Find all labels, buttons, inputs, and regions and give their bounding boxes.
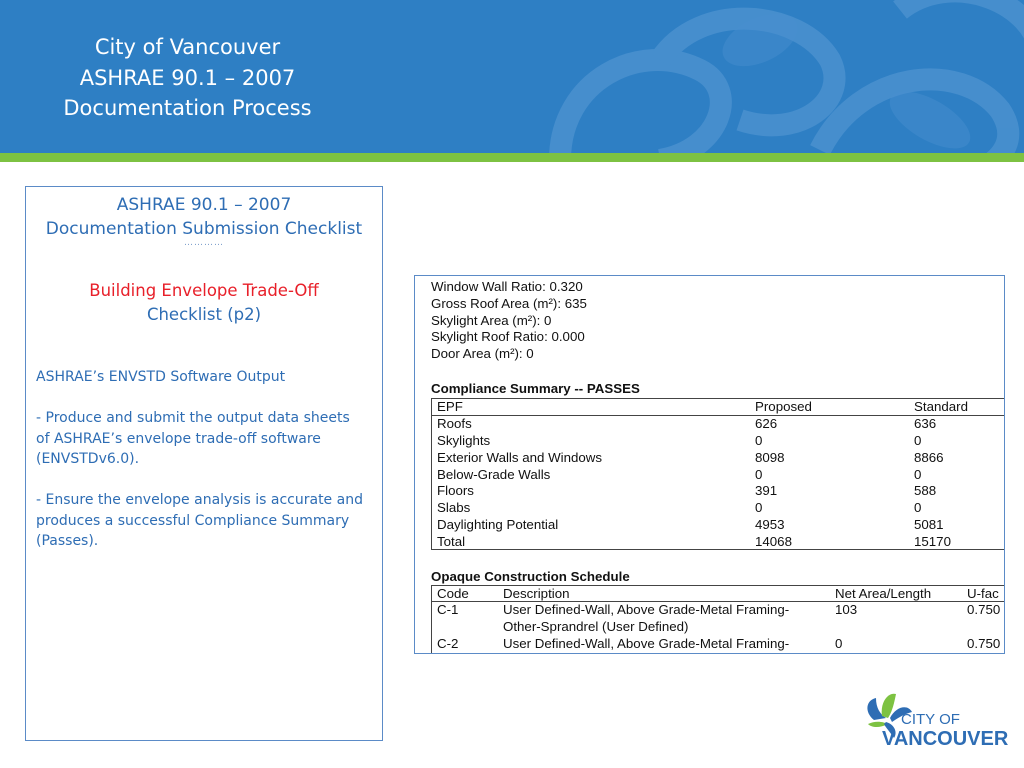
skylight-area: Skylight Area (m²): 0	[431, 313, 552, 328]
opaque-header-ufactor: U-fac	[967, 586, 999, 601]
subtitle-blue: Checklist (p2)	[146, 305, 262, 324]
table-row-floors-label: Floors	[437, 483, 474, 498]
table-row-c2-ufactor: 0.750	[967, 636, 1001, 651]
title-line-3: Documentation Process	[63, 96, 312, 120]
table-row-c1-area: 103	[835, 602, 858, 617]
compliance-header-standard: Standard	[914, 399, 968, 414]
title-line-1: City of Vancouver	[94, 35, 281, 59]
table-row-walls-standard: 8866	[914, 450, 944, 465]
table-row-floors-proposed: 391	[755, 483, 778, 498]
opaque-schedule-title: Opaque Construction Schedule	[431, 569, 630, 584]
table-row-c1-ufactor: 0.750	[967, 602, 1001, 617]
table-row-walls-proposed: 8098	[755, 450, 785, 465]
bullet-compliance: - Ensure the envelope analysis is accurate and produces a successful Compliance Summary (Passes).	[36, 492, 363, 549]
opaque-header-description: Description	[503, 586, 570, 601]
table-row-roofs-standard: 636	[914, 416, 937, 431]
checklist-heading-line-1: ASHRAE 90.1 – 2007	[116, 195, 292, 215]
checklist-subtitle	[26, 279, 382, 327]
opaque-header-code: Code	[437, 586, 469, 601]
table-row-total-standard: 15170	[914, 534, 951, 549]
checklist-heading	[26, 193, 382, 241]
table-row-roofs-proposed: 626	[755, 416, 778, 431]
table-row-c2-code: C-2	[437, 636, 459, 651]
checklist-heading-line-2: Documentation Submission Checklist	[45, 219, 363, 239]
dotted-separator: …………	[184, 238, 224, 248]
table-row-below-grade-label: Below-Grade Walls	[437, 467, 551, 482]
logo-line-1: CITY OF	[901, 711, 960, 728]
compliance-header-epf: EPF	[437, 399, 463, 414]
opaque-header-area: Net Area/Length	[835, 586, 932, 601]
table-row-roofs-label: Roofs	[437, 416, 472, 431]
header-banner	[0, 0, 1024, 153]
table-row-total-proposed: 14068	[755, 534, 792, 549]
checklist-body	[36, 367, 366, 552]
table-row-slabs-proposed: 0	[755, 500, 763, 515]
table-row-below-grade-proposed: 0	[755, 467, 763, 482]
table-row-skylights-label: Skylights	[437, 433, 491, 448]
table-row-daylighting-standard: 5081	[914, 517, 944, 532]
table-row-walls-label: Exterior Walls and Windows	[437, 450, 603, 465]
table-row-skylights-standard: 0	[914, 433, 922, 448]
compliance-summary-title: Compliance Summary -- PASSES	[431, 381, 640, 396]
table-row-slabs-standard: 0	[914, 500, 922, 515]
subtitle-red: Building Envelope Trade-Off	[89, 281, 319, 300]
section-title: ASHRAE’s ENVSTD Software Output	[36, 369, 286, 385]
page-title	[20, 32, 355, 124]
table-row-total-label: Total	[437, 534, 466, 549]
table-row-daylighting-proposed: 4953	[755, 517, 785, 532]
table-row-c2-area: 0	[835, 636, 843, 651]
door-area: Door Area (m²): 0	[431, 346, 534, 361]
table-row-c1-description: User Defined-Wall, Above Grade-Metal Framing-	[503, 602, 790, 617]
table-row-slabs-label: Slabs	[437, 500, 471, 515]
table-row-c2-description: User Defined-Wall, Above Grade-Metal Framing-	[503, 636, 790, 651]
table-row-daylighting-label: Daylighting Potential	[437, 517, 559, 532]
table-row-c1-code: C-1	[437, 602, 459, 617]
table-row-skylights-proposed: 0	[755, 433, 763, 448]
bullet-output-sheets: - Produce and submit the output data sheets of ASHRAE’s envelope trade-off software (ENVSTDv6.0).	[36, 410, 350, 467]
logo-line-2: VANCOUVER	[882, 728, 1009, 750]
table-row-floors-standard: 588	[914, 483, 937, 498]
skylight-roof-ratio: Skylight Roof Ratio: 0.000	[431, 329, 585, 344]
accent-bar	[0, 153, 1024, 162]
table-row-below-grade-standard: 0	[914, 467, 922, 482]
compliance-header-proposed: Proposed	[755, 399, 812, 414]
table-row-c1-description-cont: Other-Sprandrel (User Defined)	[503, 619, 689, 634]
checklist-panel	[25, 186, 383, 741]
gross-roof-area: Gross Roof Area (m²): 635	[431, 296, 587, 311]
window-wall-ratio: Window Wall Ratio: 0.320	[431, 279, 583, 294]
envstd-output-sheet	[414, 275, 1005, 654]
title-line-2: ASHRAE 90.1 – 2007	[79, 65, 296, 90]
